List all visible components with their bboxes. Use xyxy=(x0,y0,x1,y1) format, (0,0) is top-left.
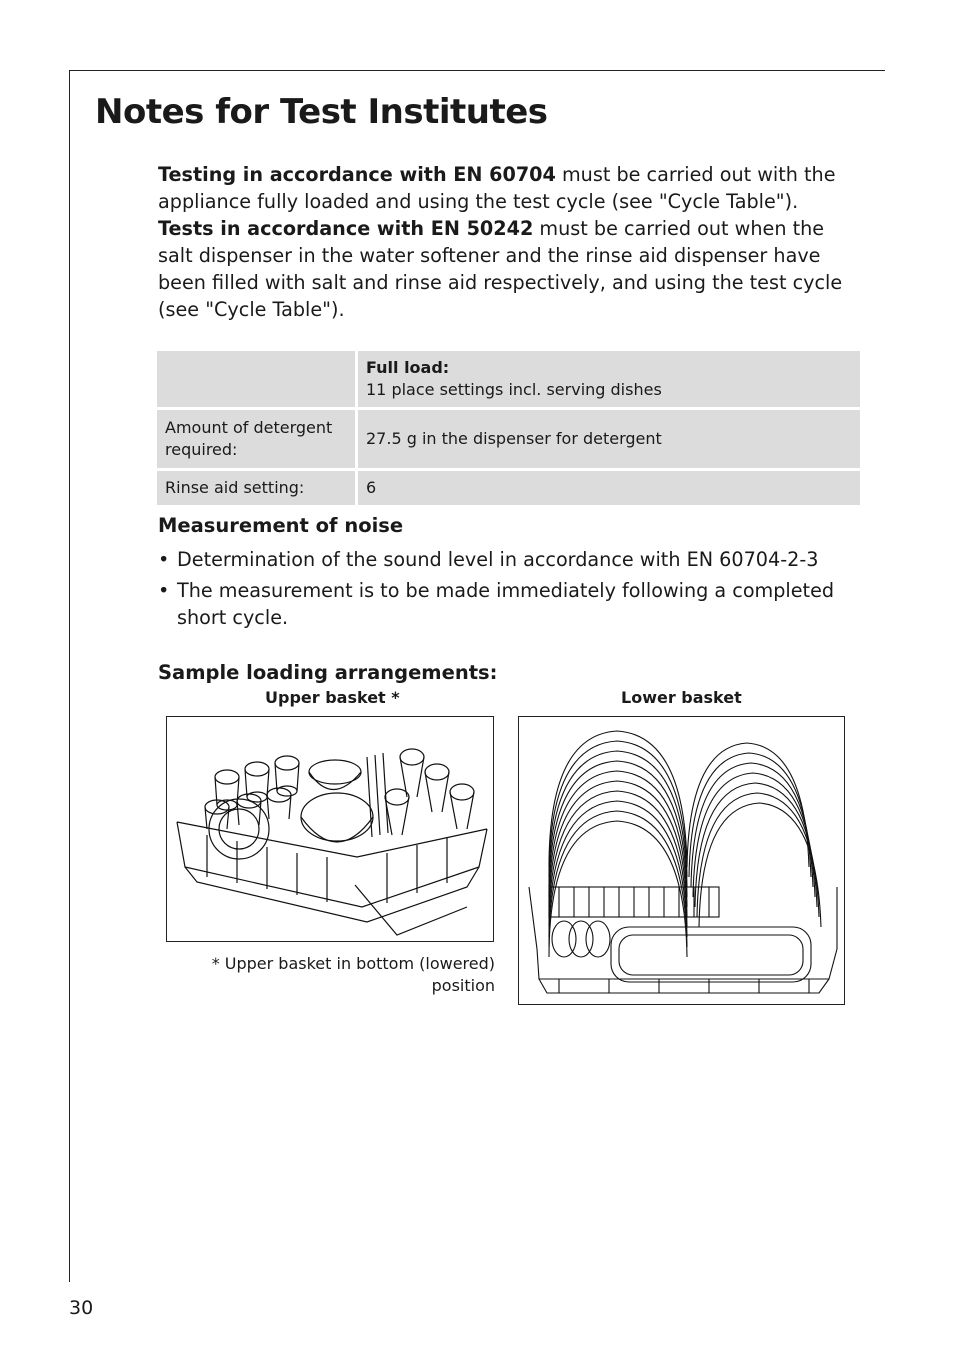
lower-basket-illustration xyxy=(518,716,845,1005)
table-row-value: 27.5 g in the dispenser for detergent xyxy=(358,410,860,468)
table-row-label: Rinse aid setting: xyxy=(157,471,358,505)
intro-paragraph-2 xyxy=(158,215,858,323)
table-header-cell xyxy=(358,351,860,407)
top-rule xyxy=(69,70,885,71)
table-row-label: Amount of detergent required: xyxy=(157,410,358,468)
table-header-label xyxy=(157,351,358,407)
list-item xyxy=(158,546,858,573)
table-header-row xyxy=(157,351,860,407)
upper-basket-caption: Upper basket * xyxy=(265,688,400,707)
intro-p2-bold: Tests in accordance with EN 50242 xyxy=(158,217,534,240)
sample-heading: Sample loading arrangements: xyxy=(158,661,498,684)
intro-p1-rest: must be carried out with the appliance fully loaded and using the test cycle (see "Cycle Table"). xyxy=(158,163,836,213)
table-header-bold: Full load: xyxy=(366,358,450,377)
noise-heading: Measurement of noise xyxy=(158,514,404,537)
intro-paragraph-1 xyxy=(158,161,858,215)
bullet-icon: • xyxy=(158,548,170,571)
intro-p1-bold: Testing in accordance with EN 60704 xyxy=(158,163,556,186)
list-item xyxy=(158,577,858,631)
bullet-text: Determination of the sound level in accordance with EN 60704-2-3 xyxy=(177,548,819,571)
left-rule xyxy=(69,70,70,1282)
upper-basket-drawing xyxy=(167,717,493,941)
lower-basket-caption: Lower basket xyxy=(621,688,742,707)
page-number: 30 xyxy=(69,1297,94,1319)
noise-bullet-list xyxy=(158,546,858,635)
table-row xyxy=(157,471,860,505)
upper-basket-illustration xyxy=(166,716,494,942)
bullet-icon: • xyxy=(158,579,170,602)
intro-p2-rest: must be carried out when the salt dispenser in the water softener and the rinse aid dispenser have been filled with salt and rinse aid respectively, and using the test cycle (see "Cycle Table"). xyxy=(158,217,843,321)
lower-basket-drawing xyxy=(519,717,844,1004)
page-title: Notes for Test Institutes xyxy=(95,92,548,132)
bullet-text: The measurement is to be made immediately following a completed short cycle. xyxy=(177,579,835,629)
load-table xyxy=(157,348,860,508)
table-row-value: 6 xyxy=(358,471,860,505)
intro-text xyxy=(158,161,858,323)
table-row xyxy=(157,410,860,468)
upper-basket-note: * Upper basket in bottom (lowered) position xyxy=(211,954,495,995)
table-header-sub: 11 place settings incl. serving dishes xyxy=(366,380,662,399)
